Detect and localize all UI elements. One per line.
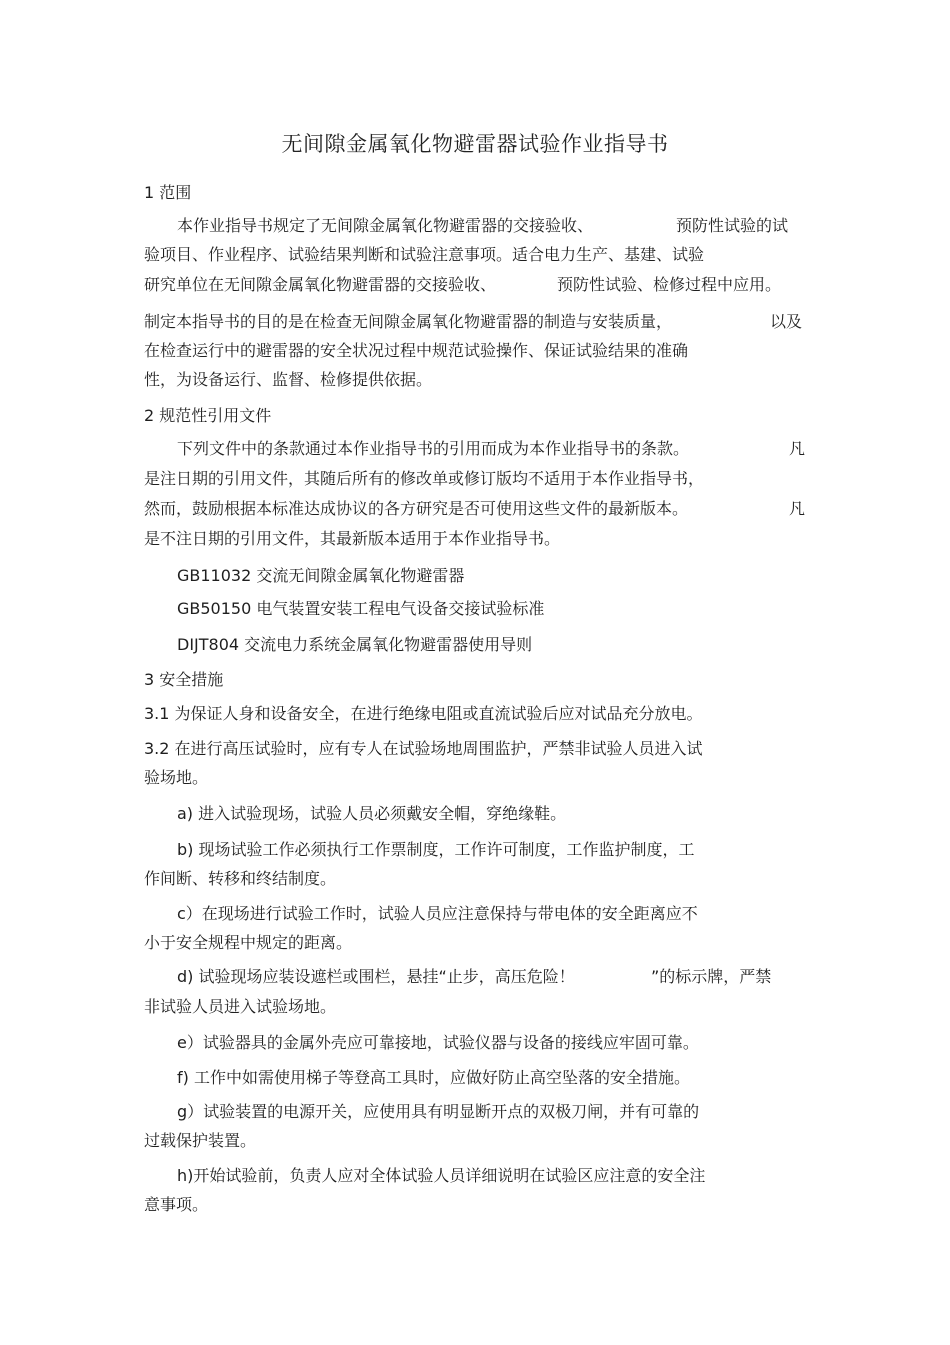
paragraph-line: 性，为设备运行、监督、检修提供依据。: [144, 370, 433, 389]
reference-item: GB50150 电气装置安装工程电气设备交接试验标准: [177, 599, 545, 618]
paragraph-line: 验项目、作业程序、试验结果判断和试验注意事项。适合电力生产、基建、试验: [144, 245, 705, 264]
paragraph-line: 然而，鼓励根据本标准达成协议的各方研究是否可使用这些文件的最新版本。: [144, 499, 689, 518]
item-g-line: 过载保护装置。: [144, 1131, 257, 1150]
paragraph-line: 制定本指导书的目的是在检查无间隙金属氧化物避雷器的制造与安装质量，: [144, 312, 673, 331]
clause-3-2-line: 验场地。: [144, 768, 209, 787]
item-c-line: 小于安全规程中规定的距离。: [144, 933, 353, 952]
item-c-line: c）在现场进行试验工作时，试验人员应注意保持与带电体的安全距离应不: [177, 904, 698, 923]
paragraph-line: 是注日期的引用文件，其随后所有的修改单或修订版均不适用于本作业指导书，: [144, 469, 705, 488]
item-d-line: 非试验人员进入试验场地。: [144, 997, 337, 1016]
item-a: a) 进入试验现场，试验人员必须戴安全帽，穿绝缘鞋。: [177, 804, 567, 823]
page-title: 无间隙金属氧化物避雷器试验作业指导书: [281, 132, 669, 156]
paragraph-line: 本作业指导书规定了无间隙金属氧化物避雷器的交接验收、: [177, 216, 594, 235]
section-heading-references: 2 规范性引用文件: [144, 406, 272, 425]
paragraph-line: 研究单位在无间隙金属氧化物避雷器的交接验收、: [144, 275, 497, 294]
paragraph-line: 以及: [770, 312, 803, 331]
item-d-line: ”的标示牌，严禁: [651, 967, 772, 986]
clause-3-1: 3.1 为保证人身和设备安全，在进行绝缘电阻或直流试验后应对试品充分放电。: [144, 704, 703, 723]
paragraph-line: 预防性试验的试: [676, 216, 789, 235]
section-heading-scope: 1 范围: [144, 183, 192, 202]
paragraph-line: 凡: [789, 499, 806, 518]
paragraph-line: 下列文件中的条款通过本作业指导书的引用而成为本作业指导书的条款。: [177, 439, 690, 458]
item-b-line: b) 现场试验工作必须执行工作票制度，工作许可制度，工作监护制度，工: [177, 840, 695, 859]
item-f: f) 工作中如需使用梯子等登高工具时，应做好防止高空坠落的安全措施。: [177, 1068, 690, 1087]
item-b-line: 作间断、转移和终结制度。: [144, 869, 337, 888]
paragraph-line: 预防性试验、检修过程中应用。: [557, 275, 782, 294]
clause-3-2-line: 3.2 在进行高压试验时，应有专人在试验场地周围监护，严禁非试验人员进入试: [144, 739, 703, 758]
item-g-line: g）试验装置的电源开关，应使用具有明显断开点的双极刀闸，并有可靠的: [177, 1102, 700, 1121]
reference-item: DIJT804 交流电力系统金属氧化物避雷器使用导则: [177, 635, 533, 654]
paragraph-line: 在检查运行中的避雷器的安全状况过程中规范试验操作、保证试验结果的准确: [144, 341, 689, 360]
paragraph-line: 凡: [789, 439, 806, 458]
paragraph-line: 是不注日期的引用文件，其最新版本适用于本作业指导书。: [144, 529, 561, 548]
item-e: e）试验器具的金属外壳应可靠接地，试验仪器与设备的接线应牢固可靠。: [177, 1033, 699, 1052]
reference-item: GB11032 交流无间隙金属氧化物避雷器: [177, 566, 465, 585]
item-h-line: 意事项。: [144, 1195, 209, 1214]
item-h-line: h)开始试验前，负责人应对全体试验人员详细说明在试验区应注意的安全注: [177, 1166, 706, 1185]
section-heading-safety: 3 安全措施: [144, 670, 224, 689]
item-d-line: d) 试验现场应装设遮栏或围栏，悬挂“止步，高压危险！: [177, 967, 575, 986]
